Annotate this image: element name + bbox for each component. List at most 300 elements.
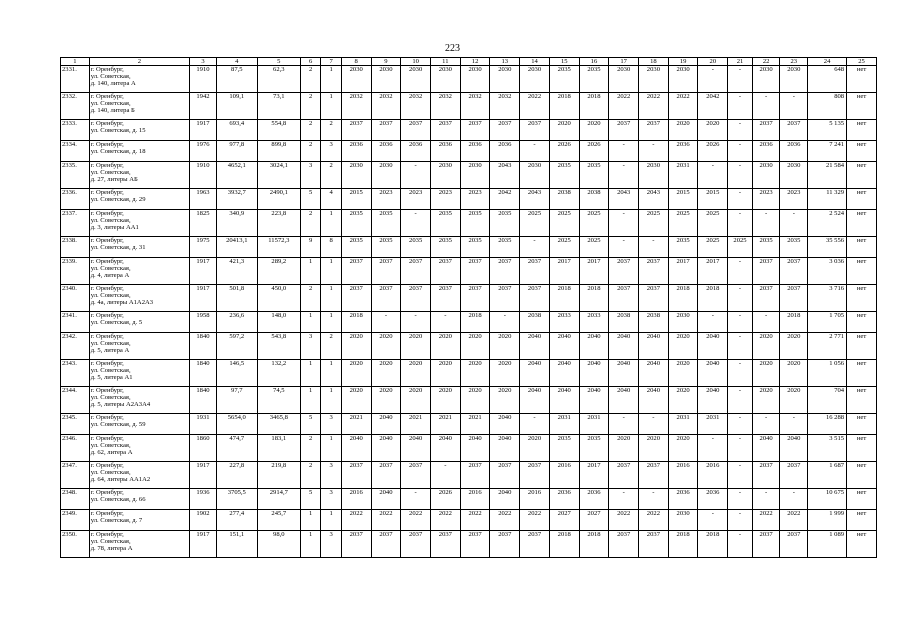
cell-year-21: -: [728, 435, 753, 462]
cell-year-9: 2037: [371, 531, 401, 558]
cell-year-22: 2020: [752, 333, 780, 360]
cell-year-22: -: [752, 312, 780, 333]
cell-living-area: 62,3: [257, 66, 300, 93]
cell-year-11: 2022: [431, 510, 461, 531]
cell-year-21: -: [728, 120, 753, 141]
cell-year-23: 2030: [780, 162, 808, 189]
cell-floors: 3: [300, 162, 321, 189]
cell-year-14: -: [520, 141, 550, 162]
cell-year-15: 2018: [549, 531, 579, 558]
cell-total-area: 597,2: [216, 333, 257, 360]
table-row: [61, 489, 877, 510]
cell-year-20: 2040: [698, 360, 728, 387]
cell-flag: нет: [847, 435, 877, 462]
cell-total-area: 421,3: [216, 258, 257, 285]
cell-year-9: 2020: [371, 387, 401, 414]
cell-year-20: 2040: [698, 333, 728, 360]
cell-year-10: 2022: [401, 510, 431, 531]
cell-total-area: 5654,0: [216, 414, 257, 435]
cell-living-area: 74,5: [257, 387, 300, 414]
cell-year-9: 2030: [371, 162, 401, 189]
column-header: 16: [579, 58, 609, 66]
cell-year-16: 2035: [579, 435, 609, 462]
cell-year-13: 2020: [490, 387, 520, 414]
cell-year-9: 2037: [371, 258, 401, 285]
cell-year-14: 2020: [520, 435, 550, 462]
cell-entrances: 3: [321, 414, 342, 435]
cell-year-22: 2037: [752, 258, 780, 285]
cell-year-built: 1910: [190, 66, 217, 93]
cell-year-23: 2020: [780, 360, 808, 387]
cell-year-8: 2020: [341, 387, 371, 414]
cell-year-17: 2037: [609, 120, 639, 141]
cell-total-area: 474,7: [216, 435, 257, 462]
cell-year-16: 2027: [579, 510, 609, 531]
cell-year-19: 2017: [668, 258, 698, 285]
cell-floors: 3: [300, 333, 321, 360]
cell-entrances: 3: [321, 462, 342, 489]
cell-year-19: 2020: [668, 435, 698, 462]
cell-flag: нет: [847, 210, 877, 237]
cell-total-area: 3705,5: [216, 489, 257, 510]
cell-address: г. Оренбург, ул. Советская, д. 5, литеры А2А3А4: [89, 387, 189, 414]
column-header: 12: [460, 58, 490, 66]
cell-address: г. Оренбург, ул. Советская, д. 15: [89, 120, 189, 141]
cell-year-9: 2020: [371, 360, 401, 387]
cell-entrances: 1: [321, 66, 342, 93]
cell-year-23: -: [780, 210, 808, 237]
cell-year-10: 2020: [401, 360, 431, 387]
cell-floors: 2: [300, 285, 321, 312]
cell-year-16: 2018: [579, 531, 609, 558]
cell-year-12: 2030: [460, 66, 490, 93]
table-row: [61, 510, 877, 531]
cell-year-15: 2038: [549, 189, 579, 210]
cell-year-15: 2040: [549, 333, 579, 360]
cell-living-area: 245,7: [257, 510, 300, 531]
cell-year-14: 2030: [520, 66, 550, 93]
cell-year-19: 2020: [668, 120, 698, 141]
cell-year-22: 2020: [752, 387, 780, 414]
cell-year-20: 2016: [698, 462, 728, 489]
cell-year-11: 2037: [431, 285, 461, 312]
cell-flag: нет: [847, 489, 877, 510]
cell-year-20: 2042: [698, 93, 728, 120]
cell-row-number: 2340.: [61, 285, 90, 312]
cell-year-16: 2040: [579, 387, 609, 414]
cell-cost: 3 036: [808, 258, 847, 285]
column-header: 10: [401, 58, 431, 66]
cell-total-area: 227,8: [216, 462, 257, 489]
cell-flag: нет: [847, 141, 877, 162]
cell-address: г. Оренбург, ул. Советская, д. 4а, литеры А1А2А3: [89, 285, 189, 312]
cell-entrances: 1: [321, 210, 342, 237]
cell-living-area: 2914,7: [257, 489, 300, 510]
cell-address: г. Оренбург, ул. Советская, д. 27, литеры АБ: [89, 162, 189, 189]
cell-year-16: 2033: [579, 312, 609, 333]
cell-living-area: 543,8: [257, 333, 300, 360]
column-number-header-row: [61, 58, 877, 66]
cell-year-17: -: [609, 489, 639, 510]
cell-year-9: 2032: [371, 93, 401, 120]
table-row: [61, 237, 877, 258]
cell-year-10: 2037: [401, 258, 431, 285]
cell-year-10: 2037: [401, 531, 431, 558]
cell-year-9: 2035: [371, 237, 401, 258]
page-number: 223: [445, 43, 460, 54]
cell-year-12: 2035: [460, 237, 490, 258]
cell-year-21: -: [728, 360, 753, 387]
cell-living-area: 132,2: [257, 360, 300, 387]
cell-year-18: -: [639, 237, 669, 258]
cell-year-built: 1942: [190, 93, 217, 120]
cell-year-13: 2020: [490, 333, 520, 360]
cell-year-8: 2030: [341, 162, 371, 189]
cell-year-19: 2018: [668, 285, 698, 312]
cell-year-12: 2036: [460, 141, 490, 162]
column-header: 17: [609, 58, 639, 66]
housing-registry-table: [60, 57, 877, 558]
cell-cost: 2 771: [808, 333, 847, 360]
column-header: 15: [549, 58, 579, 66]
cell-entrances: 3: [321, 531, 342, 558]
cell-year-9: 2040: [371, 435, 401, 462]
column-header: 5: [257, 58, 300, 66]
cell-row-number: 2347.: [61, 462, 90, 489]
cell-year-14: 2037: [520, 531, 550, 558]
cell-year-17: 2030: [609, 66, 639, 93]
cell-row-number: 2333.: [61, 120, 90, 141]
cell-year-built: 1958: [190, 312, 217, 333]
cell-living-area: 219,8: [257, 462, 300, 489]
cell-year-21: -: [728, 210, 753, 237]
cell-total-area: 236,6: [216, 312, 257, 333]
cell-year-9: 2037: [371, 120, 401, 141]
cell-year-15: 2033: [549, 312, 579, 333]
cell-year-11: 2037: [431, 531, 461, 558]
cell-address: г. Оренбург, ул. Советская, д. 64, литеры АА1А2: [89, 462, 189, 489]
cell-year-15: 2035: [549, 435, 579, 462]
cell-flag: нет: [847, 462, 877, 489]
cell-row-number: 2332.: [61, 93, 90, 120]
cell-year-12: 2020: [460, 360, 490, 387]
cell-year-18: 2037: [639, 462, 669, 489]
cell-year-15: 2018: [549, 285, 579, 312]
cell-year-10: -: [401, 162, 431, 189]
cell-address: г. Оренбург, ул. Советская, д. 31: [89, 237, 189, 258]
cell-living-area: 98,0: [257, 531, 300, 558]
cell-year-23: 2037: [780, 258, 808, 285]
cell-cost: 10 675: [808, 489, 847, 510]
cell-flag: нет: [847, 237, 877, 258]
cell-total-area: 4652,1: [216, 162, 257, 189]
column-header: 24: [808, 58, 847, 66]
cell-year-22: -: [752, 489, 780, 510]
cell-year-12: 2021: [460, 414, 490, 435]
cell-year-9: 2040: [371, 414, 401, 435]
cell-floors: 2: [300, 66, 321, 93]
cell-year-built: 1840: [190, 360, 217, 387]
cell-year-8: 2037: [341, 258, 371, 285]
cell-address: г. Оренбург, ул. Советская, д. 78, литера А: [89, 531, 189, 558]
cell-year-8: 2020: [341, 333, 371, 360]
cell-year-23: -: [780, 489, 808, 510]
cell-cost: 35 556: [808, 237, 847, 258]
cell-year-13: 2030: [490, 66, 520, 93]
cell-year-12: 2037: [460, 120, 490, 141]
cell-year-19: 2018: [668, 531, 698, 558]
cell-row-number: 2343.: [61, 360, 90, 387]
cell-year-8: 2030: [341, 66, 371, 93]
column-header: 23: [780, 58, 808, 66]
cell-year-22: 2037: [752, 531, 780, 558]
cell-address: г. Оренбург, ул. Советская, д. 5, литера А: [89, 333, 189, 360]
cell-year-17: 2037: [609, 285, 639, 312]
cell-year-9: 2037: [371, 285, 401, 312]
cell-year-16: 2038: [579, 189, 609, 210]
cell-year-16: 2035: [579, 66, 609, 93]
cell-year-10: 2037: [401, 285, 431, 312]
cell-year-16: 2035: [579, 162, 609, 189]
cell-year-21: -: [728, 387, 753, 414]
cell-year-11: 2020: [431, 360, 461, 387]
cell-year-22: 2037: [752, 285, 780, 312]
cell-entrances: 2: [321, 120, 342, 141]
cell-year-13: 2040: [490, 435, 520, 462]
cell-address: г. Оренбург, ул. Советская, д. 29: [89, 189, 189, 210]
table-row: [61, 93, 877, 120]
cell-flag: нет: [847, 258, 877, 285]
cell-year-19: 2030: [668, 66, 698, 93]
cell-year-11: 2036: [431, 141, 461, 162]
cell-year-20: -: [698, 312, 728, 333]
cell-year-11: 2030: [431, 66, 461, 93]
cell-year-16: 2040: [579, 333, 609, 360]
cell-year-22: -: [752, 210, 780, 237]
cell-year-23: 2037: [780, 285, 808, 312]
cell-year-23: 2035: [780, 237, 808, 258]
cell-year-13: 2043: [490, 162, 520, 189]
cell-year-13: 2037: [490, 285, 520, 312]
cell-year-21: -: [728, 258, 753, 285]
column-header: 19: [668, 58, 698, 66]
cell-flag: нет: [847, 93, 877, 120]
cell-year-20: 2020: [698, 120, 728, 141]
cell-year-14: 2025: [520, 210, 550, 237]
cell-year-8: 2037: [341, 531, 371, 558]
cell-year-13: 2022: [490, 510, 520, 531]
cell-year-14: 2016: [520, 489, 550, 510]
cell-year-23: 2037: [780, 531, 808, 558]
cell-year-22: 2036: [752, 141, 780, 162]
cell-year-15: 2020: [549, 120, 579, 141]
cell-year-23: 2018: [780, 312, 808, 333]
cell-year-built: 1917: [190, 258, 217, 285]
cell-row-number: 2335.: [61, 162, 90, 189]
cell-year-22: -: [752, 93, 780, 120]
cell-year-23: 2037: [780, 462, 808, 489]
cell-total-area: 977,8: [216, 141, 257, 162]
cell-year-16: 2025: [579, 210, 609, 237]
cell-year-13: 2036: [490, 141, 520, 162]
cell-year-11: 2035: [431, 237, 461, 258]
cell-year-23: 2020: [780, 333, 808, 360]
cell-living-area: 148,0: [257, 312, 300, 333]
cell-year-17: 2043: [609, 189, 639, 210]
cell-year-9: 2023: [371, 189, 401, 210]
cell-year-22: 2030: [752, 66, 780, 93]
cell-year-11: 2020: [431, 333, 461, 360]
cell-year-13: 2040: [490, 489, 520, 510]
cell-year-built: 1840: [190, 333, 217, 360]
column-header: 4: [216, 58, 257, 66]
cell-year-13: 2035: [490, 237, 520, 258]
cell-year-20: 2031: [698, 414, 728, 435]
table-row: [61, 258, 877, 285]
cell-year-23: -: [780, 93, 808, 120]
table-row: [61, 285, 877, 312]
cell-living-area: 11572,3: [257, 237, 300, 258]
cell-year-built: 1936: [190, 489, 217, 510]
cell-entrances: 2: [321, 162, 342, 189]
cell-year-10: 2037: [401, 120, 431, 141]
cell-year-16: 2018: [579, 93, 609, 120]
cell-year-19: 2036: [668, 489, 698, 510]
cell-year-11: 2035: [431, 210, 461, 237]
cell-year-11: 2021: [431, 414, 461, 435]
cell-year-10: 2030: [401, 66, 431, 93]
cell-floors: 5: [300, 189, 321, 210]
cell-year-22: 2035: [752, 237, 780, 258]
cell-year-10: 2020: [401, 387, 431, 414]
cell-living-area: 289,2: [257, 258, 300, 285]
cell-year-10: 2037: [401, 462, 431, 489]
cell-year-18: 2043: [639, 189, 669, 210]
cell-year-22: 2020: [752, 360, 780, 387]
cell-year-17: 2020: [609, 435, 639, 462]
cell-year-10: 2032: [401, 93, 431, 120]
cell-entrances: 1: [321, 387, 342, 414]
cell-row-number: 2336.: [61, 189, 90, 210]
cell-entrances: 8: [321, 237, 342, 258]
table-row: [61, 66, 877, 93]
cell-year-15: 2026: [549, 141, 579, 162]
cell-year-10: 2035: [401, 237, 431, 258]
cell-year-23: 2020: [780, 387, 808, 414]
cell-entrances: 1: [321, 435, 342, 462]
cell-total-area: 501,8: [216, 285, 257, 312]
cell-flag: нет: [847, 387, 877, 414]
cell-total-area: 340,9: [216, 210, 257, 237]
cell-floors: 1: [300, 312, 321, 333]
cell-flag: нет: [847, 414, 877, 435]
cell-year-22: 2023: [752, 189, 780, 210]
cell-year-23: 2036: [780, 141, 808, 162]
cell-year-23: 2037: [780, 120, 808, 141]
cell-floors: 1: [300, 531, 321, 558]
cell-row-number: 2350.: [61, 531, 90, 558]
cell-year-8: 2015: [341, 189, 371, 210]
cell-year-17: -: [609, 210, 639, 237]
cell-year-23: 2030: [780, 66, 808, 93]
cell-year-20: 2040: [698, 387, 728, 414]
cell-year-19: 2020: [668, 387, 698, 414]
cell-year-22: 2037: [752, 462, 780, 489]
cell-year-18: -: [639, 414, 669, 435]
cell-flag: нет: [847, 66, 877, 93]
cell-year-8: 2040: [341, 435, 371, 462]
cell-year-14: 2040: [520, 360, 550, 387]
cell-year-19: 2036: [668, 141, 698, 162]
cell-entrances: 1: [321, 285, 342, 312]
cell-entrances: 1: [321, 510, 342, 531]
cell-address: г. Оренбург, ул. Советская, д. 5: [89, 312, 189, 333]
cell-year-12: 2020: [460, 333, 490, 360]
cell-flag: нет: [847, 360, 877, 387]
cell-year-18: 2022: [639, 510, 669, 531]
cell-year-built: 1931: [190, 414, 217, 435]
cell-year-20: 2018: [698, 285, 728, 312]
cell-floors: 2: [300, 462, 321, 489]
cell-year-18: 2020: [639, 435, 669, 462]
cell-year-13: 2037: [490, 462, 520, 489]
cell-entrances: 4: [321, 189, 342, 210]
cell-address: г. Оренбург, ул. Советская, д. 62, литера А: [89, 435, 189, 462]
cell-year-8: 2021: [341, 414, 371, 435]
cell-year-18: 2037: [639, 285, 669, 312]
table-row: [61, 333, 877, 360]
cell-year-16: 2036: [579, 489, 609, 510]
cell-year-14: -: [520, 414, 550, 435]
cell-floors: 1: [300, 387, 321, 414]
cell-year-17: 2040: [609, 387, 639, 414]
cell-year-13: 2040: [490, 414, 520, 435]
cell-year-built: 1860: [190, 435, 217, 462]
cell-address: г. Оренбург, ул. Советская, д. 18: [89, 141, 189, 162]
cell-year-21: -: [728, 66, 753, 93]
cell-year-11: 2030: [431, 162, 461, 189]
cell-year-20: -: [698, 435, 728, 462]
cell-year-17: 2037: [609, 258, 639, 285]
cell-year-built: 1917: [190, 462, 217, 489]
cell-address: г. Оренбург, ул. Советская, д. 66: [89, 489, 189, 510]
cell-row-number: 2334.: [61, 141, 90, 162]
column-header: 14: [520, 58, 550, 66]
cell-year-16: 2031: [579, 414, 609, 435]
cell-year-15: 2025: [549, 210, 579, 237]
table-body: [61, 66, 877, 558]
cell-cost: 1 089: [808, 531, 847, 558]
cell-year-14: 2037: [520, 462, 550, 489]
cell-flag: нет: [847, 189, 877, 210]
cell-cost: 3 716: [808, 285, 847, 312]
cell-year-12: 2037: [460, 285, 490, 312]
table-row: [61, 162, 877, 189]
cell-year-15: 2027: [549, 510, 579, 531]
cell-year-15: 2040: [549, 360, 579, 387]
cell-address: г. Оренбург, ул. Советская, д. 5, литера А1: [89, 360, 189, 387]
cell-year-9: 2020: [371, 333, 401, 360]
cell-year-10: 2036: [401, 141, 431, 162]
cell-year-19: 2031: [668, 162, 698, 189]
cell-year-15: 2016: [549, 462, 579, 489]
cell-year-21: -: [728, 312, 753, 333]
cell-year-16: 2025: [579, 237, 609, 258]
cell-row-number: 2348.: [61, 489, 90, 510]
cell-year-14: 2038: [520, 312, 550, 333]
cell-year-21: -: [728, 189, 753, 210]
cell-year-17: 2040: [609, 360, 639, 387]
